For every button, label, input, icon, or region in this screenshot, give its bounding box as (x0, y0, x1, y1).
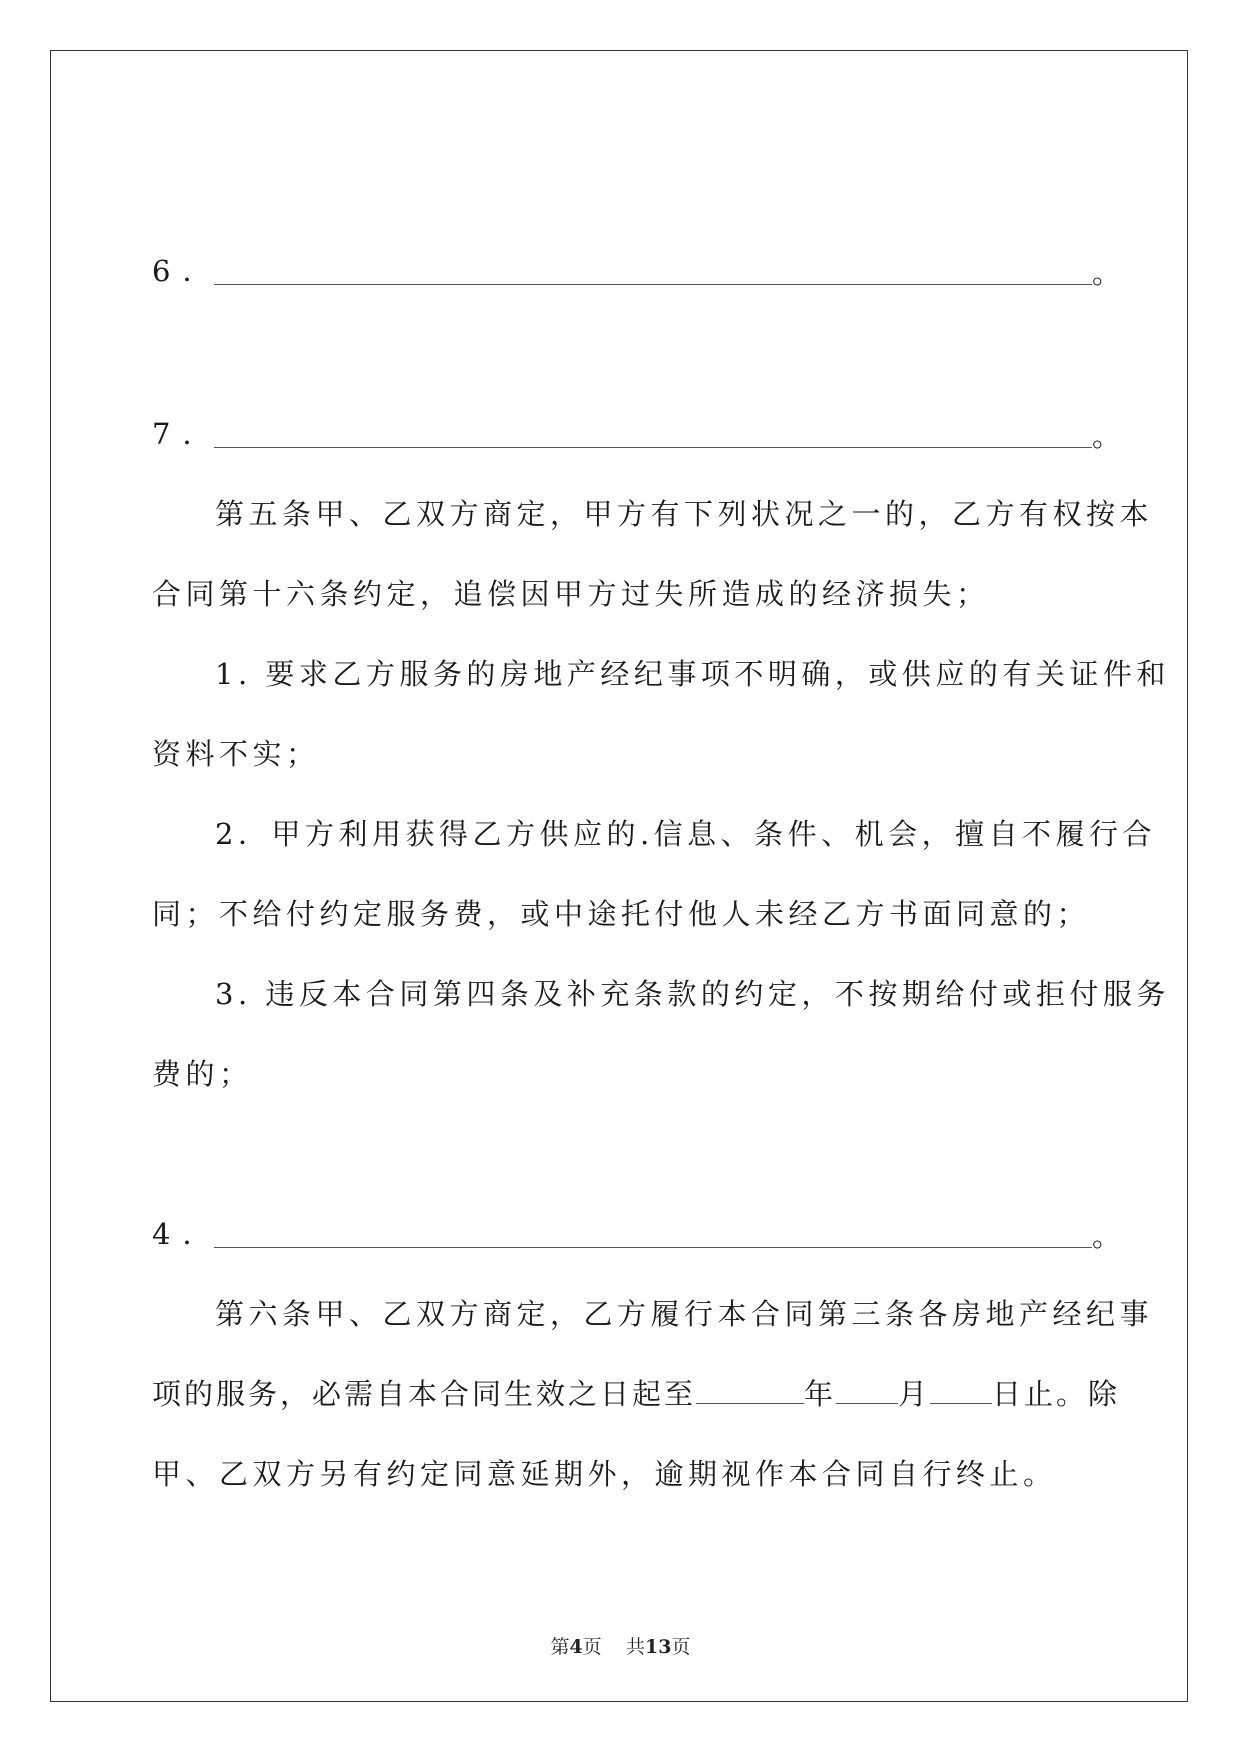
article6-line3: 甲、乙双方另有约定同意延期外，逾期视作本合同自行终止。 (152, 1457, 1057, 1491)
page-footer (0, 1632, 1241, 1659)
item3-line2: 费的； (152, 1057, 253, 1091)
item-number: 4． (152, 1217, 224, 1251)
fill-in-line[interactable] (214, 1247, 1092, 1248)
item1-line1: 1. 要求乙方服务的房地产经纪事项不明确，或供应的有关证件和 (215, 657, 1170, 691)
year-label: 年 (804, 1377, 837, 1411)
blank-item-7 (152, 417, 1122, 460)
footer-total-prefix: 共 (625, 1636, 645, 1658)
day-blank[interactable] (930, 1381, 992, 1404)
fill-in-line[interactable] (214, 284, 1092, 285)
item2-line2: 同；不给付约定服务费，或中途托付他人未经乙方书面同意的； (152, 897, 1091, 931)
article6-line1: 第六条甲、乙双方商定，乙方履行本合同第三条各房地产经纪事 (215, 1297, 1154, 1331)
fill-in-line[interactable] (214, 447, 1092, 448)
current-page-number: 4 (569, 1636, 583, 1658)
period-mark: 。 (1092, 1219, 1122, 1253)
page-border (50, 50, 1188, 1702)
footer-page-suffix: 页 (582, 1636, 602, 1658)
footer-total-suffix: 页 (671, 1636, 691, 1658)
blank-item-6 (152, 254, 1122, 297)
total-page-number: 13 (644, 1636, 672, 1658)
year-blank[interactable] (696, 1381, 804, 1404)
article5-line1: 第五条甲、乙双方商定，甲方有下列状况之一的，乙方有权按本 (215, 497, 1154, 531)
month-label: 月 (898, 1377, 931, 1411)
period-mark: 。 (1092, 256, 1122, 290)
item-number: 7． (152, 417, 224, 451)
month-blank[interactable] (836, 1381, 898, 1404)
item1-line2: 资料不实； (152, 737, 320, 771)
item-number: 6． (152, 254, 224, 288)
blank-item-4 (152, 1217, 1122, 1260)
footer-prefix: 第 (550, 1636, 570, 1658)
item3-line1: 3. 违反本合同第四条及补充条款的约定，不按期给付或拒付服务 (215, 977, 1170, 1011)
item2-line1: 2．甲方利用获得乙方供应的.信息、条件、机会，擅自不履行合 (215, 817, 1157, 851)
day-label: 日止。除 (992, 1377, 1121, 1411)
article5-line2: 合同第十六条约定，追偿因甲方过失所造成的经济损失； (152, 577, 990, 611)
article6-line2 (152, 1377, 1121, 1411)
period-mark: 。 (1092, 419, 1122, 453)
article6-line2-text: 项的服务，必需自本合同生效之日起至 (152, 1377, 697, 1411)
